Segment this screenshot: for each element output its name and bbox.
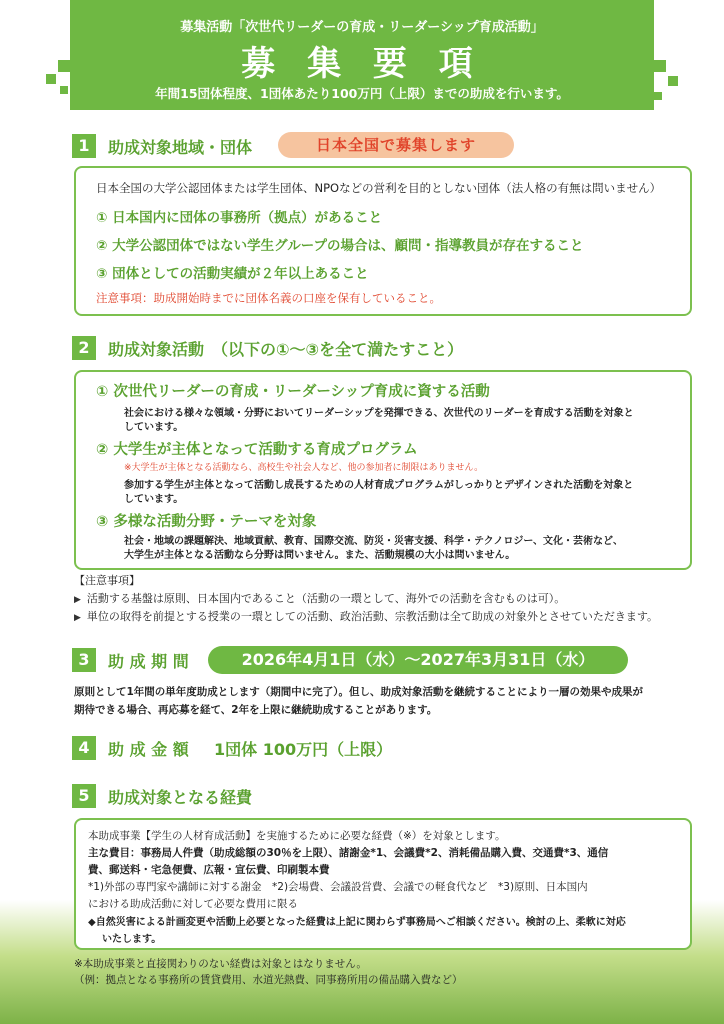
expense-items: 主な費目：事務局人件費（助成総額の30％を上限）、諸謝金*1、会議費*2、消耗備品購入費、交通費*3、通信 — [88, 847, 609, 859]
section-1-box — [74, 166, 692, 316]
section-title: 助成対象活動 （以下の①～③を全て満たすこと） — [108, 340, 464, 359]
disaster-note: いたします。 — [102, 934, 162, 945]
nationwide-badge: 日本全国で募集します — [278, 132, 514, 158]
pixel-decoration — [58, 60, 70, 72]
pixel-decoration — [654, 60, 666, 72]
period-description: 原則として1年間の単年度助成とします（期間中に完了）。但し、助成対象活動を継続することにより一層の効果や成果が — [74, 686, 644, 698]
period-badge: 2026年4月1日（水）～2027年3月31日（水） — [208, 646, 628, 674]
note-text: 単位の取得を前提とする授業の一環としての活動、政治活動、宗教活動は全て助成の対象外とさせていただきます。 — [86, 610, 659, 623]
section-number: 4 — [72, 736, 96, 760]
excluded-expense-examples: （例：拠点となる事務所の賃貸費用、水道光熱費、同事務所用の備品購入費など） — [74, 974, 463, 986]
pixel-decoration — [60, 86, 68, 94]
activity-heading: ① 次世代リーダーの育成・リーダーシップ育成に資する活動 — [96, 384, 490, 400]
page-title: 募 集 要 項 — [241, 44, 483, 84]
triangle-bullet-icon: ▶ — [74, 595, 81, 605]
section-number: 1 — [72, 134, 96, 158]
section-title: 助 成 金 額 — [108, 740, 189, 759]
grant-amount: 1団体 100万円（上限） — [214, 740, 393, 759]
triangle-bullet-icon: ▶ — [74, 613, 81, 623]
header-lead: 年間15団体程度、1団体あたり100万円（上限）までの助成を行います。 — [155, 86, 569, 101]
activity-description: しています。 — [124, 422, 184, 433]
section-title: 助成対象となる経費 — [108, 788, 253, 807]
pixel-decoration — [654, 92, 662, 100]
section-number: 5 — [72, 784, 96, 808]
activity-description: 参加する学生が主体となって活動し成長するための人材育成プログラムがしっかりとデザインされた活動を対象と — [124, 480, 634, 491]
section-number: 2 — [72, 336, 96, 360]
caution-note: 注意事項：助成開始時までに団体名義の口座を保有していること。 — [96, 291, 441, 305]
activity-heading: ② 大学生が主体となって活動する育成プログラム — [96, 442, 418, 458]
pixel-decoration — [668, 76, 678, 86]
section-5-box — [74, 818, 692, 950]
activity-description: 社会・地域の課題解決、地域貢献、教育、国際交流、防災・災害支援、科学・テクノロジー、文化・芸術など、 — [124, 536, 623, 547]
note-item — [74, 590, 565, 606]
requirement-item: ② 大学公認団体ではない学生グループの場合は、顧問・指導教員が存在すること — [96, 238, 584, 254]
pixel-decoration — [46, 74, 56, 84]
activity-description: 社会における様々な領域・分野においてリーダーシップを発揮できる、次世代のリーダーを育成する活動を対象と — [124, 408, 634, 419]
disaster-note: ◆自然災害による計画変更や活動上必要となった経費は上記に関わらず事務局へご相談ください。検討の上、柔軟に対応 — [88, 917, 626, 928]
activity-description: しています。 — [124, 494, 184, 505]
activity-heading: ③ 多様な活動分野・テーマを対象 — [96, 514, 317, 530]
notes-heading: 【注意事項】 — [74, 574, 140, 587]
header-subtitle: 募集活動「次世代リーダーの育成・リーダーシップ育成活動」 — [180, 20, 544, 35]
section-title: 助 成 期 間 — [108, 652, 189, 671]
note-item — [74, 608, 658, 624]
requirement-item: ③ 団体としての活動実績が２年以上あること — [96, 266, 369, 282]
note-text: 活動する基盤は原則、日本国内であること（活動の一環として、海外での活動を含むものは可）。 — [86, 592, 566, 605]
expense-footnote: *1)外部の専門家や講師に対する謝金 *2)会場費、会議設営費、会議での軽食代など *3)原則、日本国内 — [88, 881, 588, 893]
eligibility-intro: 日本全国の大学公認団体または学生団体、NPOなどの営利を目的としない団体（法人格の有無は問いません） — [96, 181, 662, 195]
expense-intro: 本助成事業【学生の人材育成活動】を実施するために必要な経費（※）を対象とします。 — [88, 830, 506, 842]
activity-warning: ※大学生が主体となる活動なら、高校生や社会人など、他の参加者に制限はありません。 — [124, 463, 484, 473]
expense-items: 費、郵送料・宅急便費、広報・宣伝費、印刷製本費 — [88, 864, 330, 876]
section-number: 3 — [72, 648, 96, 672]
period-description: 期待できる場合、再応募を経て、2年を上限に継続助成することがあります。 — [74, 704, 438, 716]
header-banner — [70, 0, 654, 110]
section-title: 助成対象地域・団体 — [108, 138, 253, 157]
section-2-box — [74, 370, 692, 570]
activity-description: 大学生が主体となる活動なら分野は問いません。また、活動規模の大小は問いません。 — [124, 550, 516, 561]
expense-footnote: における助成活動に対して必要な費用に限る — [88, 898, 298, 910]
excluded-expense-note: ※本助成事業と直接関わりのない経費は対象とはなりません。 — [74, 958, 367, 970]
requirement-item: ① 日本国内に団体の事務所（拠点）があること — [96, 210, 383, 226]
